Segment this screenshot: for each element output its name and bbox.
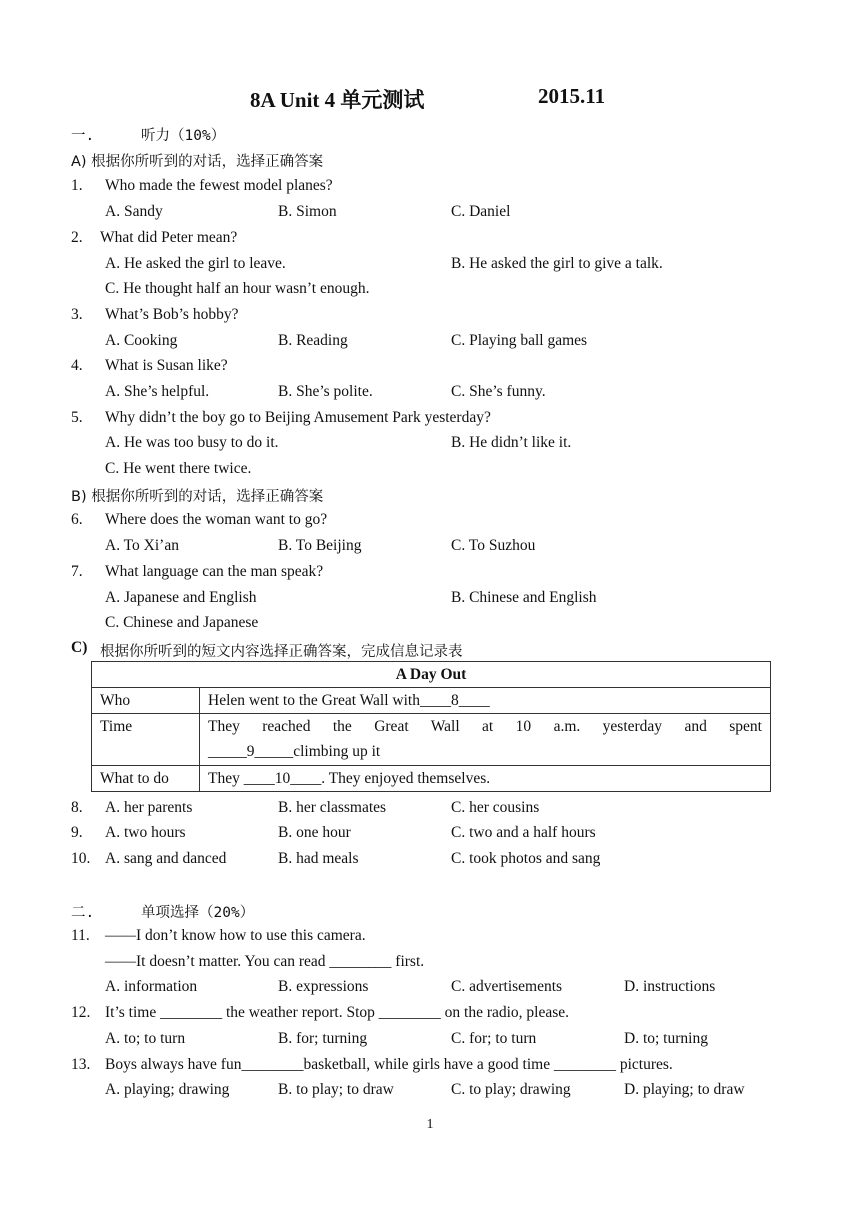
- option-c: C. He thought half an hour wasn’t enough.: [105, 280, 370, 297]
- part-c-instruction: 根据你所听到的短文内容选择正确答案，完成信息记录表: [100, 644, 463, 660]
- option-d: D. to; turning: [624, 1030, 708, 1047]
- question-number: 3.: [71, 306, 83, 323]
- option-c: C. two and a half hours: [451, 824, 596, 841]
- option-b: B. to play; to draw: [278, 1081, 394, 1098]
- question-text: Boys always have fun________basketball, while girls have a good time ________ pictures.: [105, 1056, 673, 1073]
- question-text: Who made the fewest model planes?: [105, 177, 333, 194]
- title-date: 2015.11: [538, 84, 606, 108]
- section-1-heading: 听力（10%）: [141, 128, 226, 144]
- option-a: A. To Xi’an: [105, 537, 179, 554]
- part-a-instruction: A) 根据你所听到的对话，选择正确答案: [71, 154, 324, 170]
- row-value: They ____10____. They enjoyed themselves.: [200, 766, 771, 792]
- question-text: What’s Bob’s hobby?: [105, 306, 239, 323]
- table-row: [92, 714, 771, 766]
- option-c: C. Playing ball games: [451, 332, 588, 349]
- option-a: A. to; to turn: [105, 1030, 186, 1047]
- option-c: C. She’s funny.: [451, 383, 546, 400]
- question-number: 10.: [71, 850, 91, 867]
- table-header: A Day Out: [92, 662, 771, 688]
- option-b: B. had meals: [278, 850, 359, 867]
- dialogue-line: ——I don’t know how to use this camera.: [105, 927, 366, 944]
- section-1-number: 一.: [71, 128, 95, 144]
- option-c: C. her cousins: [451, 799, 540, 816]
- row-value-line-1: They reached the Great Wall at 10 a.m. yesterday and spent: [208, 718, 762, 735]
- option-b: B. Chinese and English: [451, 589, 597, 606]
- part-c-letter: C): [71, 639, 88, 656]
- question-number: 9.: [71, 824, 83, 841]
- question-number: 7.: [71, 563, 83, 580]
- table-row: [92, 766, 771, 792]
- option-c: C. for; to turn: [451, 1030, 537, 1047]
- option-a: A. He was too busy to do it.: [105, 434, 279, 451]
- option-a: A. her parents: [105, 799, 193, 816]
- question-number: 2.: [71, 229, 83, 246]
- option-b: B. for; turning: [278, 1030, 368, 1047]
- question-text: What language can the man speak?: [105, 563, 324, 580]
- option-c: C. Daniel: [451, 203, 511, 220]
- option-c: C. He went there twice.: [105, 460, 252, 477]
- option-a: A. Cooking: [105, 332, 178, 349]
- part-b-instruction: B) 根据你所听到的对话，选择正确答案: [71, 489, 324, 505]
- row-value: [200, 714, 771, 766]
- section-2-heading: 单项选择（20%）: [141, 905, 255, 921]
- option-d: D. instructions: [624, 978, 716, 995]
- question-number: 1.: [71, 177, 83, 194]
- table-row: [92, 688, 771, 714]
- option-b: B. She’s polite.: [278, 383, 373, 400]
- option-c: C. advertisements: [451, 978, 563, 995]
- option-b: B. Simon: [278, 203, 337, 220]
- question-text: What is Susan like?: [105, 357, 228, 374]
- option-a: A. two hours: [105, 824, 186, 841]
- question-number: 4.: [71, 357, 83, 374]
- question-number: 8.: [71, 799, 83, 816]
- question-number: 6.: [71, 511, 83, 528]
- option-d: D. playing; to draw: [624, 1081, 745, 1098]
- row-label: What to do: [92, 766, 200, 792]
- option-b: B. Reading: [278, 332, 348, 349]
- option-a: A. sang and danced: [105, 850, 227, 867]
- option-a: A. information: [105, 978, 198, 995]
- option-b: B. To Beijing: [278, 537, 362, 554]
- option-a: A. He asked the girl to leave.: [105, 255, 286, 272]
- table-header-row: [92, 662, 771, 688]
- row-value-line-2: _____9_____climbing up it: [208, 743, 381, 760]
- page-number: 1: [426, 1117, 434, 1132]
- row-label: Who: [92, 688, 200, 714]
- option-c: C. Chinese and Japanese: [105, 614, 259, 631]
- info-record-table: [91, 661, 771, 792]
- option-c: C. To Suzhou: [451, 537, 536, 554]
- section-2-number: 二.: [71, 905, 95, 921]
- question-text: What did Peter mean?: [100, 229, 238, 246]
- row-label: Time: [92, 714, 200, 766]
- option-a: A. She’s helpful.: [105, 383, 210, 400]
- option-b: B. one hour: [278, 824, 351, 841]
- option-b: B. He asked the girl to give a talk.: [451, 255, 663, 272]
- option-a: A. Japanese and English: [105, 589, 257, 606]
- question-text: Why didn’t the boy go to Beijing Amusement Park yesterday?: [105, 409, 491, 426]
- option-a: A. Sandy: [105, 203, 163, 220]
- question-text: Where does the woman want to go?: [105, 511, 328, 528]
- dialogue-line: ——It doesn’t matter. You can read ________ first.: [105, 953, 425, 970]
- option-c: C. took photos and sang: [451, 850, 601, 867]
- option-b: B. He didn’t like it.: [451, 434, 572, 451]
- option-b: B. expressions: [278, 978, 369, 995]
- question-number: 5.: [71, 409, 83, 426]
- question-number: 12.: [71, 1004, 91, 1021]
- title-main: 8A Unit 4 单元测试: [250, 88, 425, 112]
- question-text: It’s time ________ the weather report. Stop ________ on the radio, please.: [105, 1004, 570, 1021]
- option-b: B. her classmates: [278, 799, 387, 816]
- option-c: C. to play; drawing: [451, 1081, 571, 1098]
- row-value: Helen went to the Great Wall with____8____: [200, 688, 771, 714]
- page-title: [0, 84, 860, 112]
- question-number: 11.: [71, 927, 90, 944]
- option-a: A. playing; drawing: [105, 1081, 230, 1098]
- question-number: 13.: [71, 1056, 91, 1073]
